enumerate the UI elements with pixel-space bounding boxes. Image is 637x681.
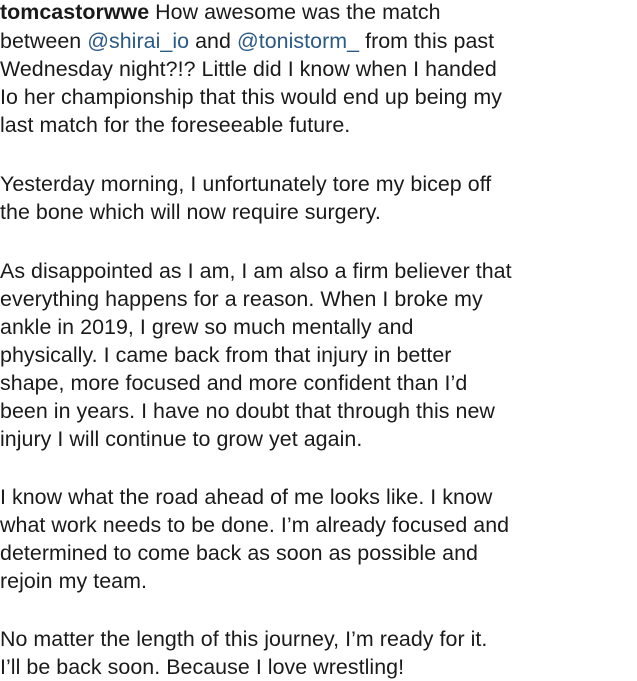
caption-line: I’ll be back soon. Because I love wrestling! [0,655,405,679]
caption-line: physically. I came back from that injury in better [0,343,452,367]
caption-line: shape, more focused and more confident than I’d [0,371,468,395]
caption-line [0,0,441,26]
mention-link-tonistorm[interactable]: @tonistorm_ [236,29,360,53]
caption-line: last match for the foreseeable future. [0,113,351,137]
caption-text: How awesome was the match [149,0,441,24]
caption-line: what work needs to be done. I’m already focused and [0,513,510,537]
caption-line: ankle in 2019, I grew so much mentally and [0,315,414,339]
caption-line: the bone which will now require surgery. [0,200,381,224]
username-link[interactable]: tomcastorwwe [0,0,150,24]
caption-line: been in years. I have no doubt that through this new [0,399,495,423]
caption-text: from this past [359,29,495,53]
caption-line [0,28,494,55]
caption-line: No matter the length of this journey, I’m ready for it. [0,627,488,651]
caption-line: Io her championship that this would end up being my [0,85,502,109]
caption-line: I know what the road ahead of me looks like. I know [0,485,493,509]
caption-text: and [189,29,237,53]
caption-line: determined to come back as soon as possible and [0,541,478,565]
caption-line: Yesterday morning, I unfortunately tore my bicep off [0,172,492,196]
caption-line: As disappointed as I am, I am also a firm believer that [0,259,512,283]
caption-line: injury I will continue to grow yet again. [0,427,363,451]
caption-text: between [0,29,88,53]
caption-line: rejoin my team. [0,569,147,593]
mention-link-shirai-io[interactable]: @shirai_io [87,29,190,53]
caption-line: Wednesday night?!? Little did I know when I handed [0,57,497,81]
caption-line: everything happens for a reason. When I broke my [0,287,483,311]
